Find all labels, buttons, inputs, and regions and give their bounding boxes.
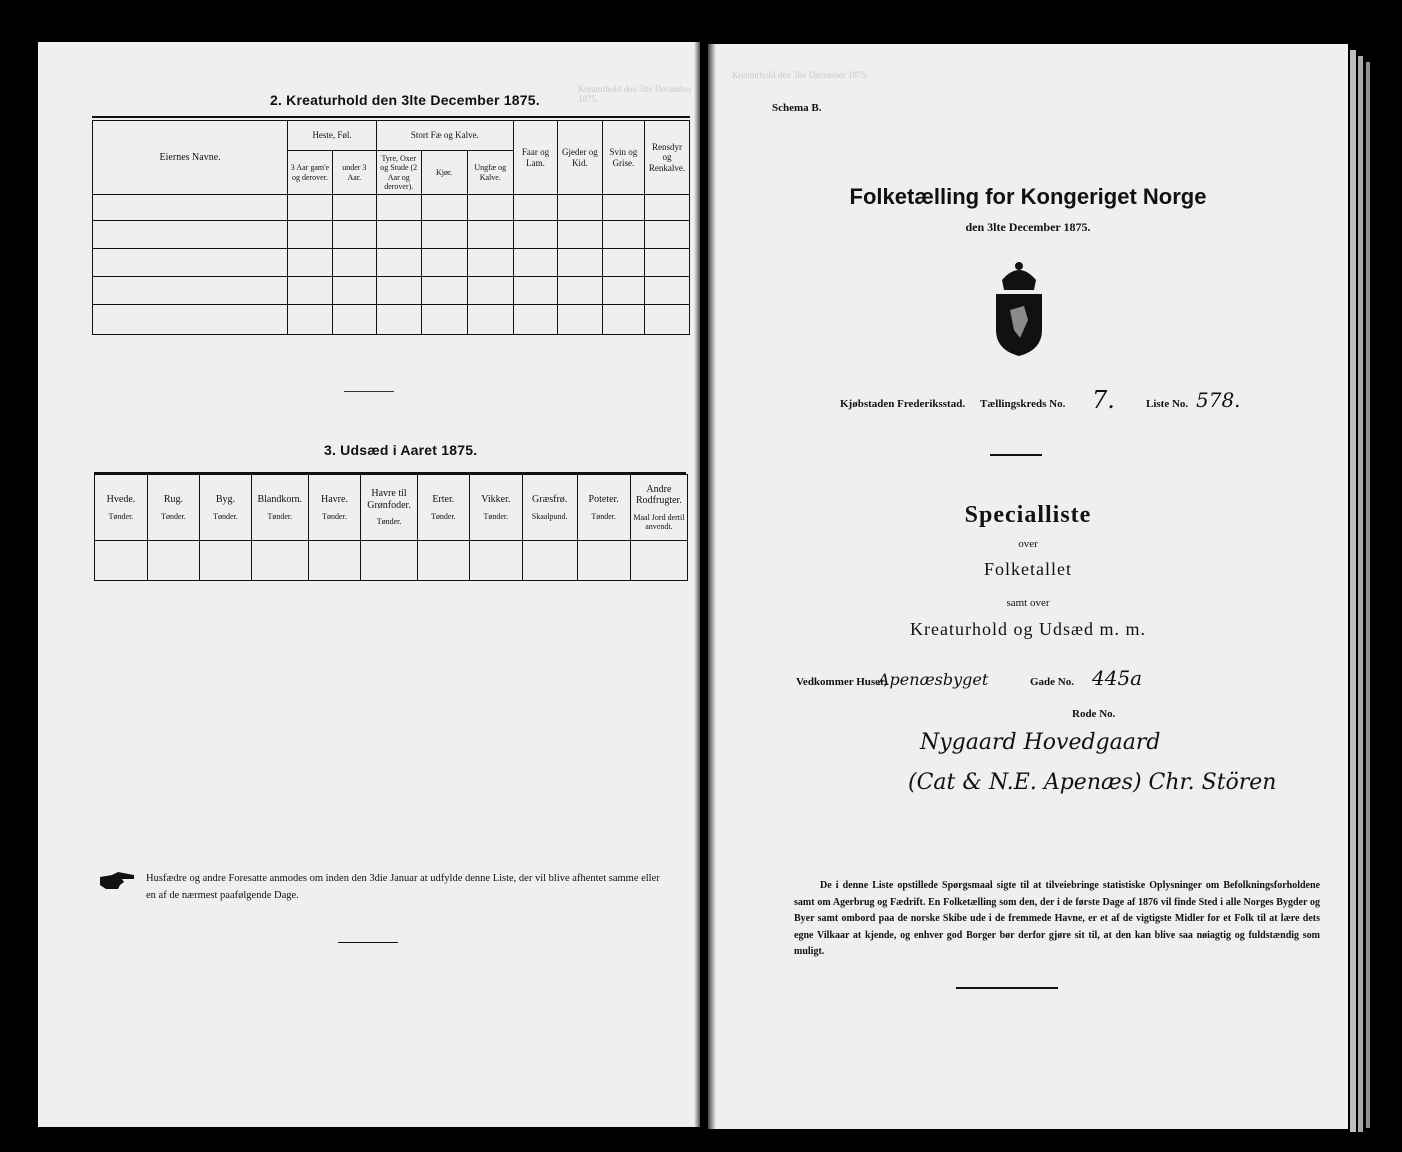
page-edge (1350, 50, 1356, 1132)
specialliste-title: Specialliste (964, 502, 1092, 528)
sowing-value-cell (417, 541, 469, 581)
sowing-value-cell (469, 541, 522, 581)
handwritten-line-1: Nygaard Hovedgaard (920, 730, 1161, 755)
sowing-header-cell (417, 475, 469, 541)
district-label: Tællingskreds No. (980, 398, 1066, 410)
bleed-through-text: Kreaturhold den 3lte December 1875. (732, 70, 869, 80)
sowing-header-unit: Tønder. (267, 511, 293, 521)
document-title: Folketælling for Kongeriget Norge (849, 184, 1207, 209)
handwritten-line-2: (Cat & N.E. Apenæs) Chr. Stören (908, 770, 1277, 795)
cattle-header: Stort Fæ og Kalve. (376, 121, 513, 151)
sowing-header-name: Havre til Grønfoder. (367, 488, 411, 511)
house-label: Vedkommer Huset, (796, 676, 887, 688)
over-text: over (1018, 538, 1038, 550)
horses-col-a: 3 Aar gam'e og derover. (288, 151, 333, 195)
folketallet-text: Folketallet (984, 559, 1072, 579)
separator (338, 942, 398, 943)
page-edge (1358, 56, 1363, 1132)
sowing-header-cell (308, 475, 361, 541)
sowing-header-name: Poteter. (588, 494, 619, 506)
right-page (708, 44, 1348, 1129)
sowing-header-cell (199, 475, 251, 541)
table-row (95, 541, 688, 581)
separator (956, 987, 1058, 989)
sowing-header-unit: Maal Jord dertil anvendt. (633, 512, 685, 531)
table-row (93, 221, 690, 249)
gade-number: 445a (1092, 666, 1143, 690)
sowing-header-cell (361, 475, 418, 541)
reindeer-header: Rensdyr og Renkalve. (645, 121, 690, 195)
sowing-header-cell (522, 475, 577, 541)
house-value: Apenæsbyget (878, 670, 989, 689)
rode-label: Rode No. (1072, 708, 1116, 720)
schema-label: Schema B. (772, 102, 822, 114)
left-page (38, 42, 698, 1127)
sowing-header-name: Rug. (163, 494, 184, 506)
sowing-header-unit: Tønder. (430, 511, 456, 521)
pigs-header: Svin og Grise. (602, 121, 644, 195)
sowing-header-name: Hvede. (106, 494, 136, 506)
table-row (93, 249, 690, 277)
sowing-value-cell (251, 541, 308, 581)
sowing-header-unit: Tønder. (161, 511, 186, 521)
document-date: den 3lte December 1875. (965, 220, 1091, 234)
table-row (93, 277, 690, 305)
sowing-header-name: Byg. (215, 494, 236, 506)
town-label: Kjøbstaden Frederiksstad. (840, 398, 966, 410)
sowing-header-unit: Tønder. (213, 511, 238, 521)
sowing-value-cell (522, 541, 577, 581)
sowing-header-cell (577, 475, 630, 541)
sowing-value-cell (147, 541, 199, 581)
table-row (93, 305, 690, 335)
sowing-header-name: Blandkorn. (257, 494, 303, 506)
norwegian-coat-of-arms-icon (988, 260, 1050, 358)
rule (92, 116, 690, 118)
sowing-header-unit: Tønder. (483, 511, 509, 521)
horses-col-b: under 3 Aar. (332, 151, 376, 195)
sheep-header: Faar og Lam. (513, 121, 557, 195)
section3-title: 3. Udsæd i Aaret 1875. (324, 442, 478, 458)
kreaturhold-text: Kreaturhold og Udsæd m. m. (910, 619, 1146, 639)
district-number: 7. (1092, 386, 1115, 414)
sowing-header-unit: Tønder. (376, 517, 402, 527)
list-label: Liste No. (1146, 398, 1189, 410)
page-gutter-shadow (694, 42, 700, 1127)
sowing-header-unit: Skaalpund. (531, 511, 568, 521)
sowing-value-cell (199, 541, 251, 581)
sowing-value-cell (577, 541, 630, 581)
sowing-value-cell (308, 541, 361, 581)
bleed-through-text: Kreaturhold den 3lte December 1875. (578, 84, 692, 104)
sowing-header-unit: Tønder. (322, 511, 347, 521)
sowing-header-cell (251, 475, 308, 541)
sowing-header-name: Vikker. (481, 494, 511, 506)
sowing-value-cell (361, 541, 418, 581)
cattle-col-b: Kjør. (421, 151, 467, 195)
section2-title: 2. Kreaturhold den 3lte December 1875. (270, 92, 540, 108)
samt-over-text: samt over (1006, 597, 1050, 609)
sowing-header-name: Andre Rodfrugter. (636, 483, 682, 507)
sowing-header-name: Græsfrø. (532, 494, 568, 506)
page-gutter-shadow (708, 44, 716, 1129)
livestock-table (92, 120, 690, 335)
pointing-hand-icon (98, 869, 138, 893)
sowing-header-cell (630, 475, 687, 541)
sowing-header-cell (469, 475, 522, 541)
sowing-value-cell (95, 541, 148, 581)
cattle-col-c: Ungfæ og Kalve. (467, 151, 513, 195)
sowing-header-cell (147, 475, 199, 541)
notice-text: Husfædre og andre Foresatte anmodes om inden den 3die Januar at udfylde denne Liste, der vil blive afhentet samme eller en af de nærmest paafølgende Dage. (146, 873, 660, 901)
sowing-header-unit: Tønder. (591, 511, 616, 521)
sowing-value-cell (630, 541, 687, 581)
owner-header: Eiernes Navne. (93, 121, 288, 195)
sowing-header-name: Havre. (321, 494, 348, 506)
separator (344, 391, 394, 392)
cattle-col-a: Tyre, Oxer og Stude (2 Aar og derover). (376, 151, 421, 195)
sowing-table (94, 474, 688, 581)
sowing-header-unit: Tønder. (108, 511, 134, 521)
table-row (93, 195, 690, 221)
page-edge (1366, 62, 1370, 1128)
sowing-header-cell (95, 475, 148, 541)
sowing-header-name: Erter. (432, 494, 455, 506)
explanation-paragraph: De i denne Liste opstillede Spørgsmaal sigte til at tilveiebringe statistiske Oplysninger om Befolkningsforholdene samt om Agerbrug og Fædrift. En Folketælling som den, der i de første Dage af 1876 vil finde Sted i alle Norges Bygder og Byer samt ombord paa de norske Skibe ude i de fremmede Havne, er et af de vigtigste Midler for et Folk til at lære dets egne Vilkaar at kjende, og enhver god Borger bør derfor gjøre sit til, at den kan blive saa nøiagtig og fuldstændig som muligt. (794, 880, 1320, 957)
gade-label: Gade No. (1030, 676, 1074, 688)
goats-header: Gjeder og Kid. (558, 121, 602, 195)
horses-header: Heste, Føl. (288, 121, 377, 151)
list-number: 578. (1196, 388, 1241, 412)
separator (990, 454, 1042, 456)
